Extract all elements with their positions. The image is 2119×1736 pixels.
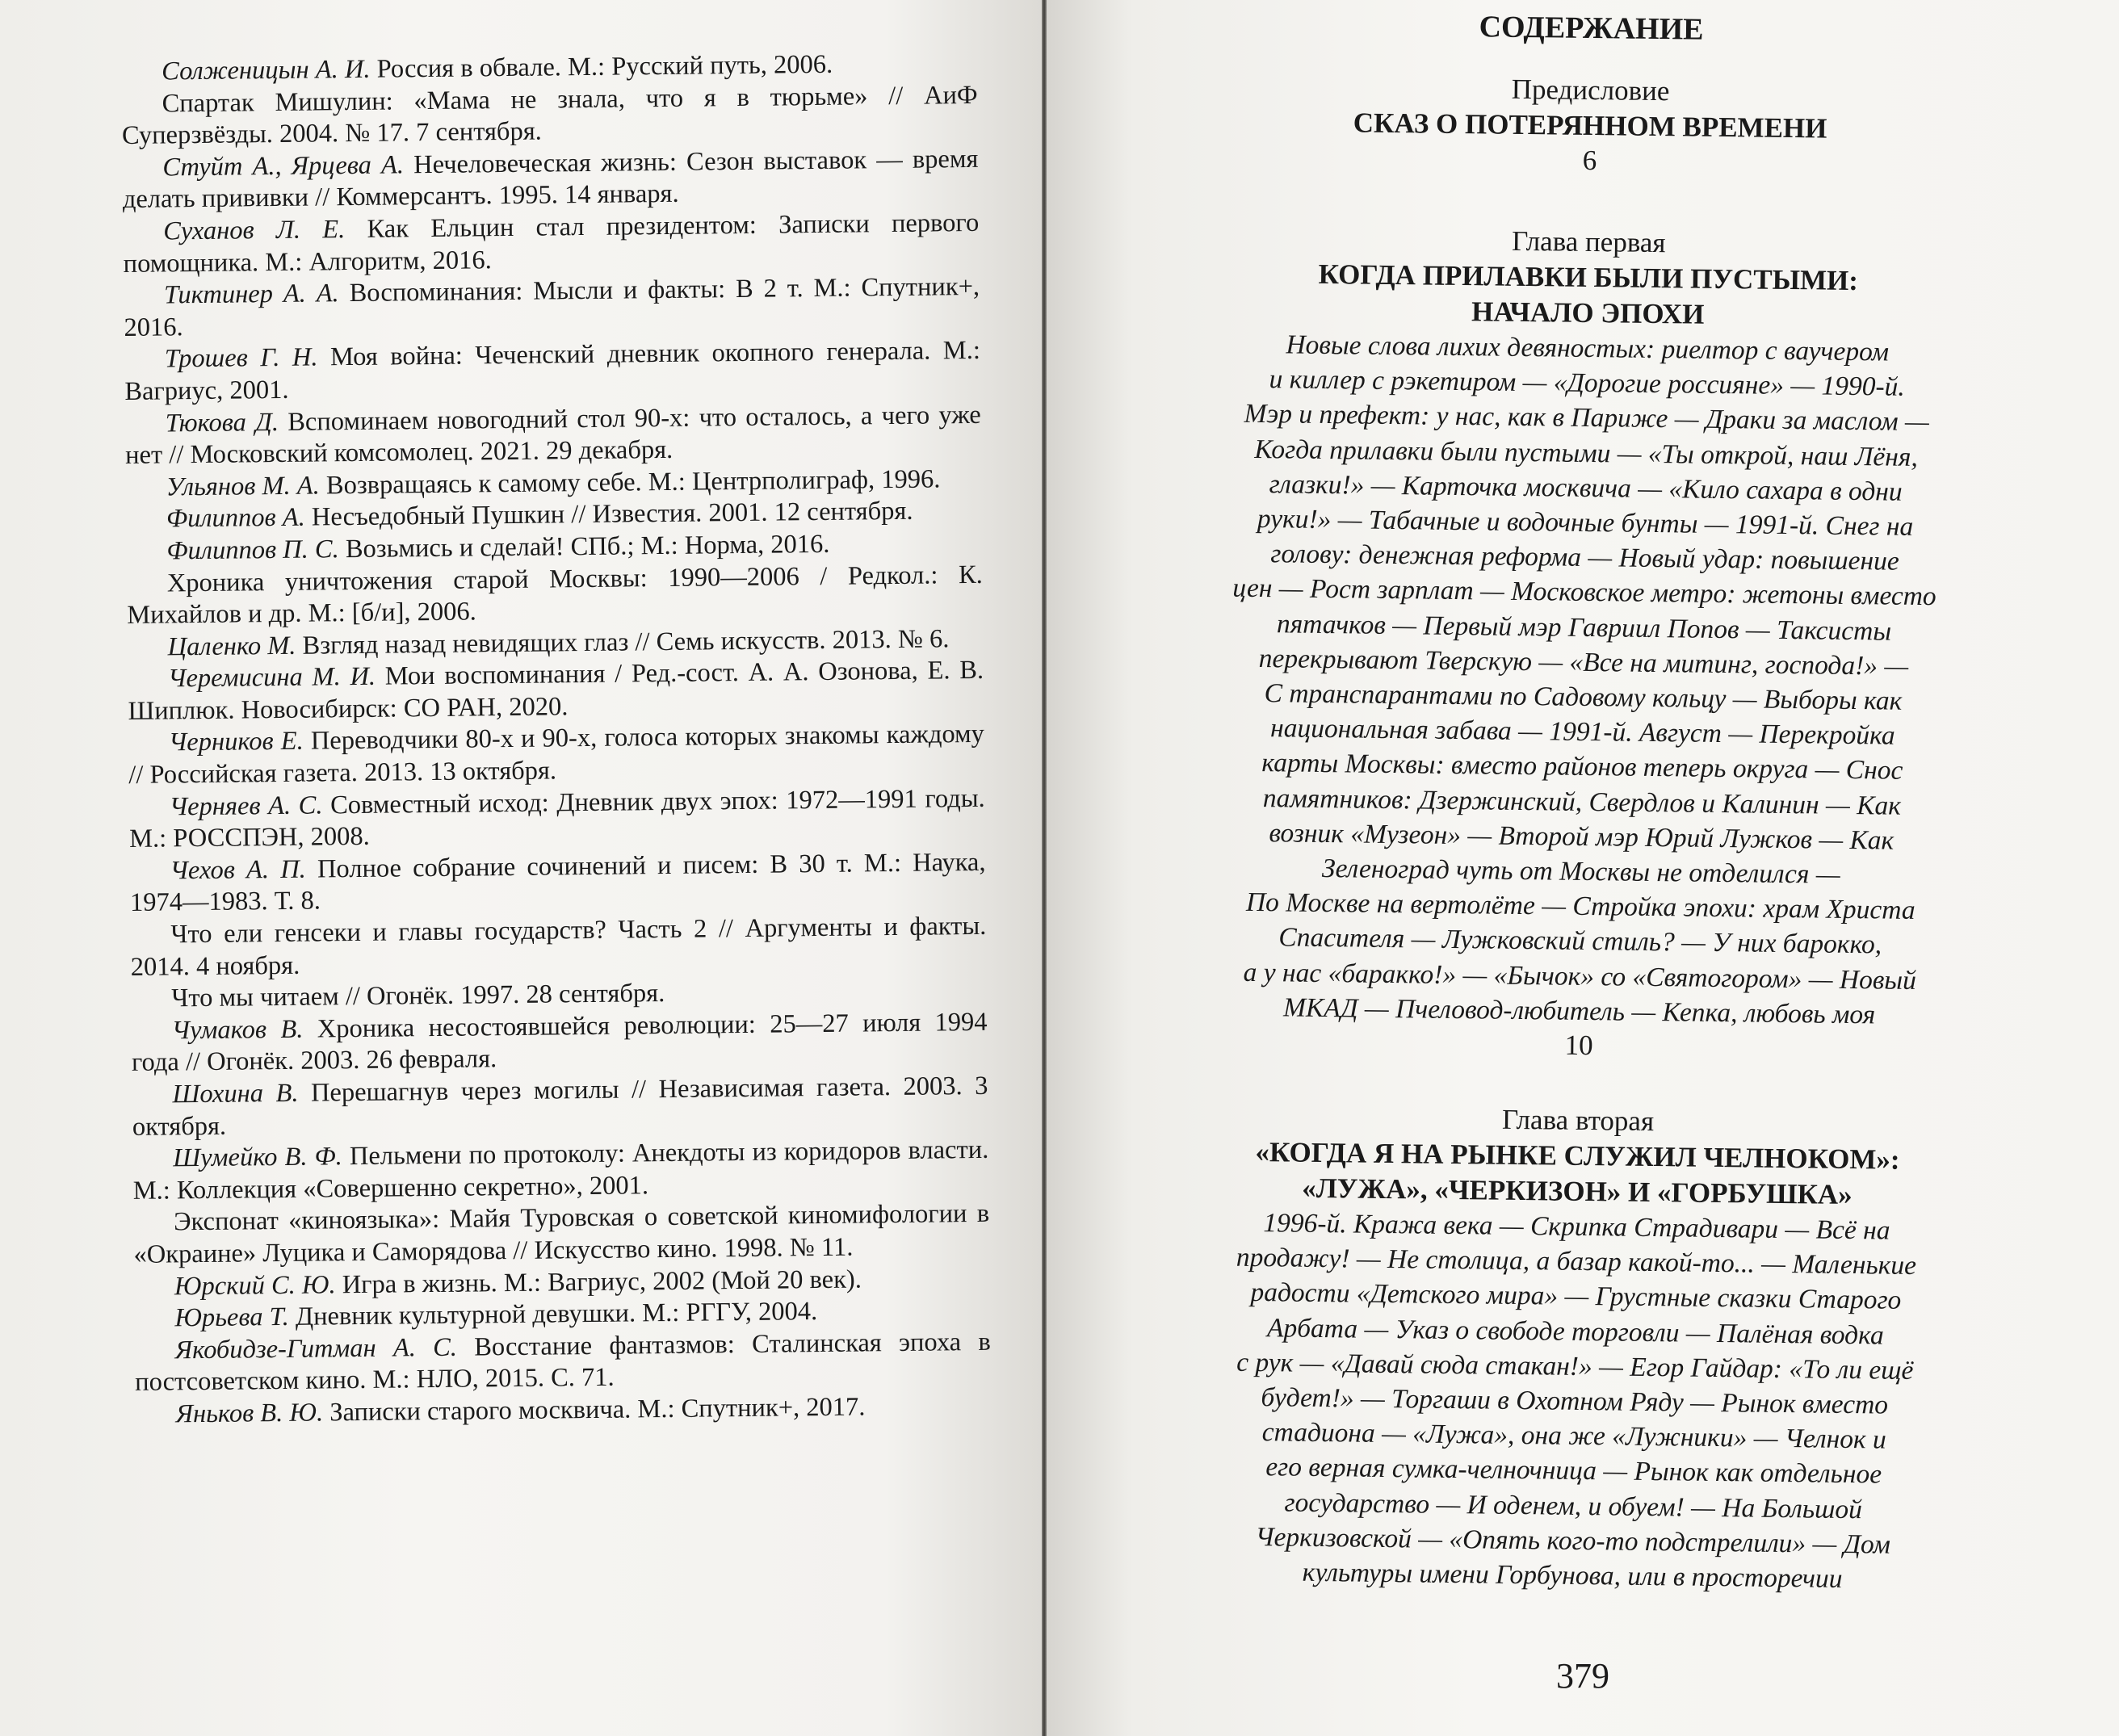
- chapter2-title-line2: «ЛУЖА», «ЧЕРКИЗОН» И «ГОРБУШКА»: [1302, 1172, 1853, 1211]
- summary-line: будет!» — Торгаши в Охотном Ряду — Рынок вместо: [1261, 1382, 1889, 1420]
- preface-page-number: 6: [1582, 144, 1597, 177]
- contents-heading: СОДЕРЖАНИЕ: [1479, 10, 1704, 47]
- entry-author: Черемисина М. И.: [167, 662, 376, 694]
- chapter1-title-line1: КОГДА ПРИЛАВКИ БЫЛИ ПУСТЫМИ:: [1318, 258, 1859, 297]
- entry-author: Якобидзе-Гитман А. С.: [174, 1332, 458, 1365]
- entry-author: Тюкова Д.: [165, 407, 279, 438]
- entry-author: Суханов Л. Е.: [163, 215, 346, 246]
- summary-line: глазки!» — Карточка москвича — «Кило сахара в одни: [1269, 468, 1903, 507]
- left-page: [0, 0, 1042, 1736]
- summary-line: памятников: Дзержинский, Свердлов и Калинин — Как: [1262, 782, 1902, 821]
- summary-line: перекрывают Тверскую — «Все на митинг, господа!» —: [1258, 643, 1909, 681]
- bibliography-entry: [129, 783, 986, 856]
- summary-line: Спасителя — Лужковский стиль? — У них барокко,: [1278, 922, 1882, 960]
- entry-text: Перешагнув через могилы // Независимая газета. 2003. 3 октября.: [132, 1071, 988, 1142]
- summary-line: Мэр и префект: у нас, как в Париже — Драки за маслом —: [1244, 399, 1929, 438]
- summary-line: возник «Музеон» — Второй мэр Юрий Лужков — Как: [1269, 818, 1895, 856]
- bibliography-entry: [125, 399, 982, 472]
- bibliography-entry: [135, 1327, 992, 1399]
- entry-text: Воспоминания: Мысли и факты: В 2 т. М.: Спутник+, 2016.: [124, 272, 980, 342]
- summary-line: цен — Рост зарплат — Московское метро: жетоны вместо: [1232, 573, 1936, 612]
- bibliography-entry: [132, 1134, 989, 1207]
- summary-line: национальная забава — 1991-й. Август — Перекройка: [1269, 713, 1895, 751]
- entry-text: Возьмись и сделай! СПб.; М.: Норма, 2016.: [338, 529, 830, 564]
- right-page: [1047, 0, 2119, 1736]
- entry-text: Дневник культурной девушки. М.: РГГУ, 2004.: [288, 1297, 818, 1332]
- chapter1-summary: [1118, 325, 2047, 1034]
- entry-text: Совместный исход: Дневник двух эпох: 1972—1991 годы. М.: РОССПЭН, 2008.: [128, 783, 985, 854]
- summary-line: пятачков — Первый мэр Гавриил Попов — Таксисты: [1276, 608, 1892, 647]
- entry-text: Восстание фантазмов: Сталинская эпоха в постсоветском кино. М.: НЛО, 2015. С. 71.: [135, 1327, 991, 1398]
- summary-line: и киллер с рэкетиром — «Дорогие россияне» — 1990-й.: [1269, 364, 1906, 402]
- chapter1-label: Глава первая: [1511, 224, 1666, 259]
- summary-line: продажу! — Не столица, а базар какой-то... — Маленькие: [1236, 1243, 1917, 1281]
- entry-author: Цаленко М.: [167, 631, 296, 662]
- page-number: 379: [1556, 1656, 1609, 1696]
- entry-author: Ульянов М. А.: [166, 471, 320, 502]
- summary-line: 1996-й. Кража века — Скрипка Страдивари — Всё на: [1263, 1208, 1890, 1246]
- summary-line: с рук — «Давай сюда стакан!» — Егор Гайдар: «То ли ещё: [1236, 1347, 1914, 1386]
- entry-text: Что мы читаем // Огонёк. 1997. 28 сентября.: [171, 979, 665, 1013]
- summary-line: радости «Детского мира» — Грустные сказки Старого: [1250, 1277, 1902, 1316]
- entry-author: Филиппов А.: [166, 502, 305, 534]
- summary-line: государство — И оденем, и обуем! — На Большой: [1284, 1487, 1863, 1524]
- bibliography-entry: [131, 1007, 988, 1080]
- entry-text: Экспонат «киноязыка»: Майя Туровская о советской киномифологии в «Окраине» Луцика и Саморядова // Искусство кино. 1998. № 11.: [133, 1199, 990, 1269]
- summary-line: Когда прилавки были пустыми — «Ты открой, наш Лёня,: [1254, 434, 1919, 472]
- entry-author: Шохина В.: [172, 1078, 299, 1109]
- entry-text: Пельмени по протоколу: Анекдоты из коридоров власти. М.: Коллекция «Совершенно секретно», 2001.: [132, 1135, 989, 1206]
- summary-line: его верная сумка-челночница — Рынок как отдельное: [1265, 1452, 1882, 1491]
- bibliography-entry: [128, 655, 984, 728]
- entry-text: Игра в жизнь. М.: Вагриус, 2002 (Мой 20 век).: [335, 1264, 862, 1299]
- entry-text: Несъедобный Пушкин // Известия. 2001. 12 сентября.: [304, 497, 913, 532]
- entry-text: Моя война: Чеченский дневник окопного генерала. М.: Вагриус, 2001.: [124, 336, 981, 406]
- chapter2-title-line1: «КОГДА Я НА РЫНКЕ СЛУЖИЛ ЧЕЛНОКОМ»:: [1255, 1136, 1900, 1176]
- chapter1-page-number: 10: [1564, 1029, 1593, 1062]
- entry-text: Переводчики 80-х и 90-х, голоса которых знакомы каждому // Российская газета. 2013. 13 октября.: [128, 719, 985, 790]
- bibliography-entry: [130, 911, 987, 983]
- summary-line: Черкизовской — «Опять кого-то подстрелили» — Дом: [1255, 1521, 1891, 1560]
- bibliography-entry: [129, 847, 986, 920]
- bibliography-entry: [122, 144, 979, 216]
- summary-line: Зеленоград чуть от Москвы не отделился —: [1321, 853, 1840, 890]
- preface-label: Предисловие: [1511, 73, 1670, 107]
- entry-author: Чехов А. П.: [170, 854, 307, 886]
- entry-author: Черняев А. С.: [169, 790, 323, 822]
- bibliography-entry: [124, 335, 981, 408]
- bibliography-entry: [128, 719, 985, 791]
- bibliography-list: [121, 48, 992, 1432]
- preface-title: СКАЗ О ПОТЕРЯННОМ ВРЕМЕНИ: [1353, 107, 1827, 145]
- entry-text: Хроника уничтожения старой Москвы: 1990—2006 / Редкол.: К. Михайлов и др. М.: [б/и], 2006.: [127, 560, 983, 631]
- entry-text: Хроника несостоявшейся революции: 25—27 июля 1994 года // Огонёк. 2003. 26 февраля.: [131, 1007, 988, 1078]
- chapter2-summary: [1112, 1204, 2037, 1599]
- summary-line: голову: денежная реформа — Новый удар: повышение: [1270, 539, 1899, 577]
- entry-author: Филиппов П. С.: [166, 535, 339, 566]
- entry-text: Спартак Мишулин: «Мама не знала, что я в тюрьме» // АиФ Суперзвёзды. 2004. № 17. 7 сентября.: [121, 80, 978, 151]
- summary-line: Новые слова лихих девяностых: риелтор с ваучером: [1286, 329, 1890, 367]
- chapter2-label: Глава вторая: [1501, 1103, 1655, 1138]
- summary-line: Арбата — Указ о свободе торговли — Палёная водка: [1266, 1312, 1884, 1351]
- entry-author: Стуйт А., Ярцева А.: [162, 150, 405, 182]
- entry-author: Юрьева Т.: [174, 1302, 289, 1333]
- entry-text: Взгляд назад невидящих глаз // Семь искусств. 2013. № 6.: [296, 623, 950, 660]
- chapter1-title-line2: НАЧАЛО ЭПОХИ: [1471, 296, 1705, 330]
- summary-line: С транспарантами по Садовому кольцу — Выборы как: [1264, 678, 1903, 716]
- summary-line: а у нас «баракко!» — «Бычок» со «Святогором» — Новый: [1243, 957, 1917, 996]
- summary-line: руки!» — Табачные и водочные бунты — 1991-й. Снег на: [1257, 504, 1914, 542]
- entry-text: Россия в обвале. М.: Русский путь, 2006.: [370, 49, 833, 84]
- entry-author: Трошев Г. Н.: [164, 342, 318, 374]
- entry-text: Записки старого москвича. М.: Спутник+, 2017.: [322, 1392, 866, 1428]
- entry-author: Яньков В. Ю.: [175, 1398, 324, 1429]
- table-of-contents: [1112, 0, 2052, 1599]
- entry-author: Черников Е.: [168, 727, 304, 757]
- entry-author: Тиктинер А. А.: [163, 279, 339, 310]
- entry-author: Чумаков В.: [171, 1014, 304, 1046]
- bibliography-entry: [121, 79, 978, 152]
- summary-line: По Москве на вертолёте — Стройка эпохи: храм Христа: [1245, 887, 1915, 926]
- entry-text: Мои воспоминания / Ред.-сост. А. А. Озонова, Е. В. Шиплюк. Новосибирск: СО РАН, 2020.: [128, 656, 984, 726]
- bibliography-entry: [133, 1198, 990, 1271]
- bibliography-entry: [124, 271, 980, 344]
- summary-line: культуры имени Горбунова, или в просторечии: [1302, 1557, 1843, 1595]
- entry-text: Возвращаясь к самому себе. М.: Центрполиграф, 1996.: [319, 464, 941, 501]
- entry-text: Что ели генсеки и главы государств? Часть 2 // Аргументы и факты. 2014. 4 ноября.: [130, 911, 987, 982]
- entry-text: Как Ельцин стал президентом: Записки первого помощника. М.: Алгоритм, 2016.: [123, 208, 980, 279]
- entry-author: Шумейко В. Ф.: [173, 1142, 343, 1173]
- entry-author: Солженицын А. И.: [162, 54, 371, 86]
- entry-text: Нечеловеческая жизнь: Сезон выставок — время делать прививки // Коммерсантъ. 1995. 14 января.: [122, 144, 979, 215]
- summary-line: карты Москвы: вместо районов теперь округа — Снос: [1261, 748, 1903, 786]
- bibliography-entry: [132, 1071, 988, 1143]
- entry-text: Вспоминаем новогодний стол 90-х: что осталось, а чего уже нет // Московский комсомолец. 2021. 29 декабря.: [124, 400, 981, 471]
- bibliography-entry: [123, 208, 980, 280]
- entry-author: Юрский С. Ю.: [174, 1269, 336, 1301]
- bibliography-entry: [127, 559, 984, 631]
- entry-text: Полное собрание сочинений и писем: В 30 т. М.: Наука, 1974—1983. Т. 8.: [129, 847, 986, 918]
- summary-line: стадиона — «Лужа», она же «Лужники» — Челнок и: [1261, 1417, 1886, 1455]
- summary-line: МКАД — Пчеловод-любитель — Кепка, любовь моя: [1282, 992, 1876, 1030]
